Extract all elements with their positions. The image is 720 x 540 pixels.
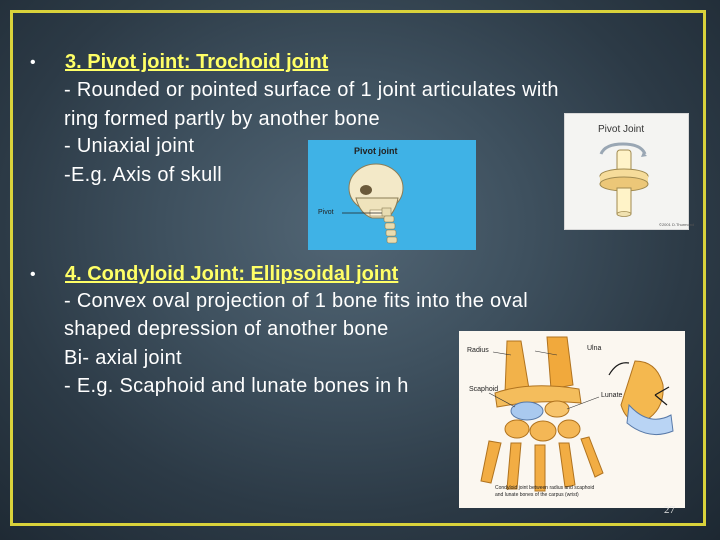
condyloid-line-1: - Convex oval projection of 1 bone fits into the oval <box>64 290 528 312</box>
wrist-caption-line-1: Condyloid joint between radius and scaphoid <box>495 485 595 491</box>
bullet-dot: • <box>30 54 36 71</box>
bullet-dot: • <box>30 266 36 283</box>
wrist-condyloid-image <box>459 331 685 508</box>
condyloid-line-3: Bi- axial joint <box>64 347 182 369</box>
wrist-label-lunate: Lunate <box>601 392 623 399</box>
pivot-diagram-credit: ©2001 D.Thurmond <box>659 222 695 227</box>
page-number: 27 <box>664 504 675 516</box>
wrist-illustration <box>459 331 685 508</box>
skull-pivot-image <box>308 140 476 250</box>
pivot-joint-diagram <box>564 113 695 230</box>
wrist-label-ulna: Ulna <box>587 345 602 352</box>
skull-illustration <box>308 140 476 250</box>
skull-pivot-label: Pivot <box>318 209 334 216</box>
pivot-line-2: ring formed partly by another bone <box>64 108 380 130</box>
pivot-diagram-illustration <box>565 114 690 231</box>
pivot-line-4: -E.g. Axis of skull <box>64 164 222 186</box>
condyloid-line-2: shaped depression of another bone <box>64 318 389 340</box>
skull-image-title: Pivot joint <box>354 146 398 156</box>
wrist-caption-line-2: and lunate bones of the carpus (wrist) <box>495 492 579 498</box>
condyloid-joint-heading: 4. Condyloid Joint: Ellipsoidal joint <box>65 263 399 285</box>
pivot-joint-heading: 3. Pivot joint: Trochoid joint <box>65 51 329 73</box>
pivot-diagram-title: Pivot Joint <box>598 124 645 135</box>
wrist-label-radius: Radius <box>467 347 489 354</box>
wrist-label-scaphoid: Scaphoid <box>469 386 499 393</box>
pivot-line-3: - Uniaxial joint <box>64 135 195 157</box>
pivot-line-1: - Rounded or pointed surface of 1 joint articulates with <box>64 79 559 101</box>
condyloid-line-4: - E.g. Scaphoid and lunate bones in h <box>64 375 409 397</box>
